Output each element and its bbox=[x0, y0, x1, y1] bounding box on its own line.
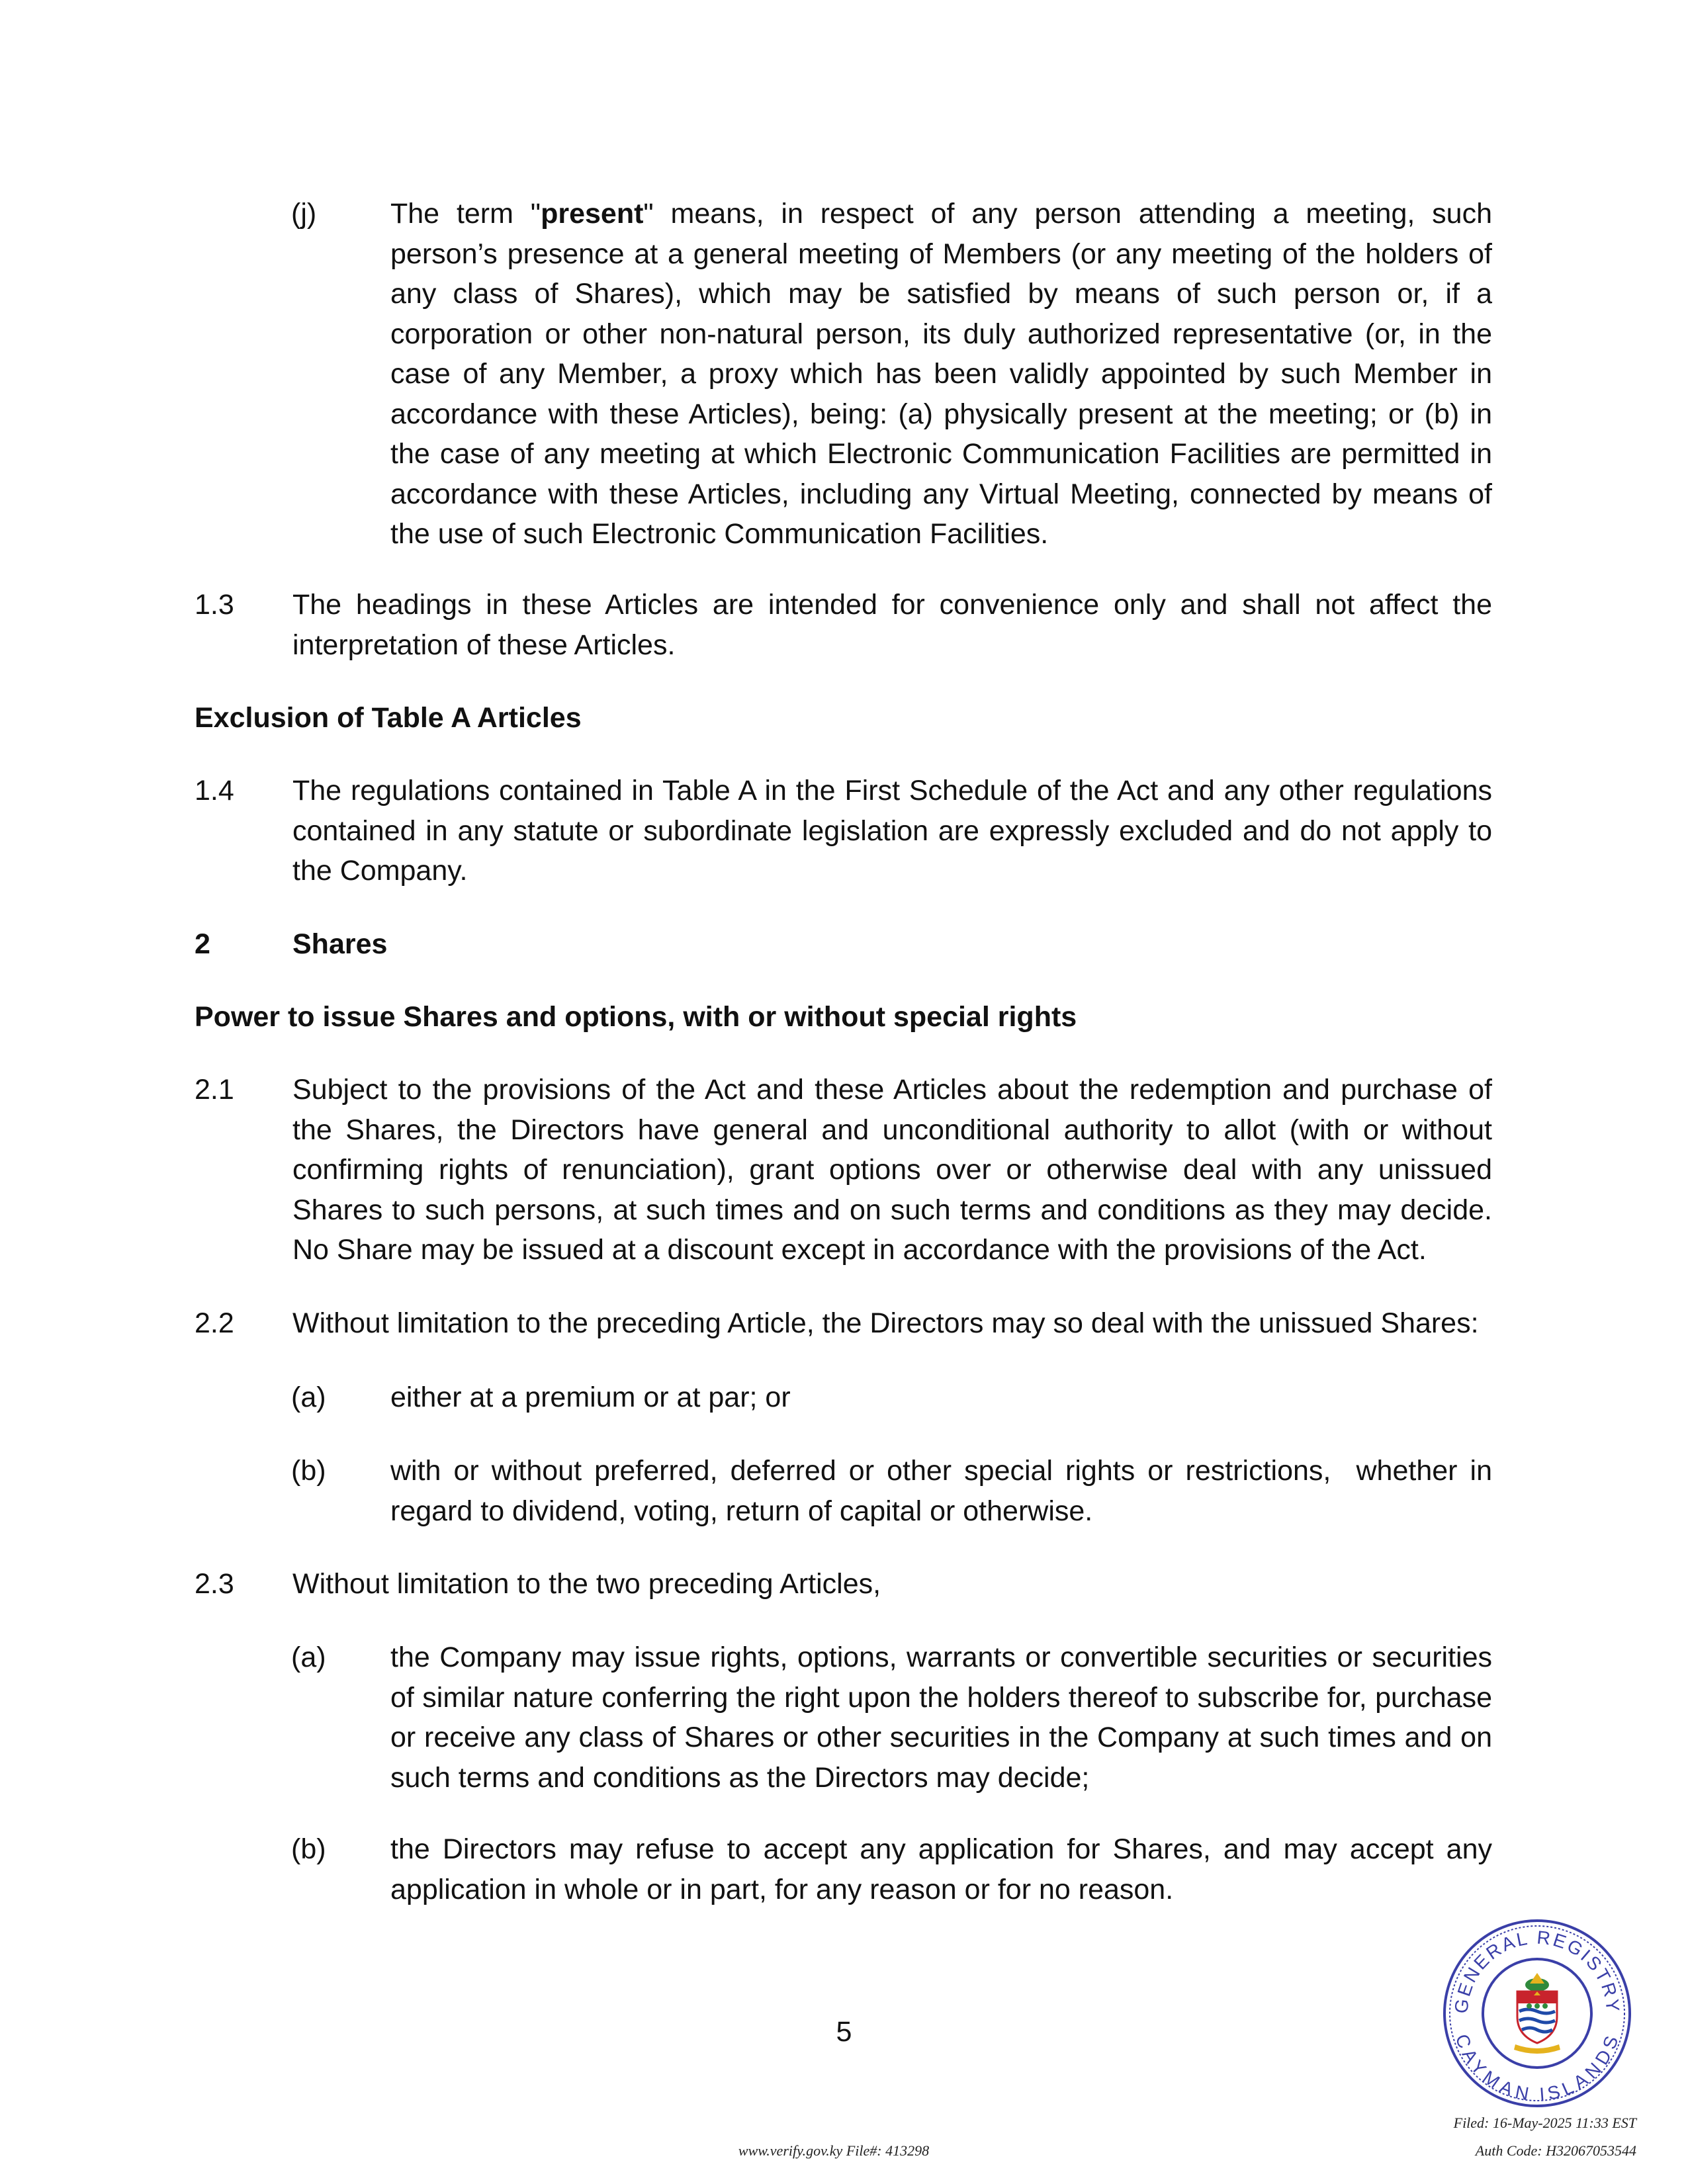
definition-text-before: The term " bbox=[390, 198, 541, 230]
seal-top-text: GENERAL REGISTRY bbox=[1450, 1927, 1624, 2015]
general-registry-seal bbox=[1441, 1917, 1633, 2109]
defined-term: present bbox=[541, 198, 644, 230]
item-marker-j: (j) bbox=[291, 198, 317, 230]
section-2-2-b-text: with or without preferred, deferred or other special rights or restrictions, whether in regard to dividend, voting, return of capital or otherwise. bbox=[390, 1455, 1500, 1527]
footer-filed-date: Filed: 16-May-2025 11:33 EST bbox=[1453, 2115, 1636, 2131]
section-2-1-text: Subject to the provisions of the Act and these Articles about the redemption and purchase of the Shares, the Directors have general and unconditional authority to allot (with or without confirming rights of renunciation), grant options over or otherwise deal with any unissued Shares to such persons, at such times and on such terms and conditions as they may decide. No Share may be issued at a discount except in accordance with the provisions of the Act. bbox=[292, 1074, 1492, 1266]
heading-shares: Shares bbox=[292, 928, 388, 960]
section-number-2: 2 bbox=[195, 928, 210, 960]
section-2-2-text: Without limitation to the preceding Article, the Directors may so deal with the unissued Shares: bbox=[292, 1307, 1479, 1339]
section-1-4-text: The regulations contained in Table A in the First Schedule of the Act and any other regulations contained in any statute or subordinate legislation are expressly excluded and do not apply to the Company. bbox=[292, 775, 1492, 887]
item-marker-2-3-a: (a) bbox=[291, 1641, 326, 1673]
section-2-3-b-text: the Directors may refuse to accept any application for Shares, and may accept any application in whole or in part, for any reason or for no reason. bbox=[390, 1833, 1492, 1905]
section-2-3-text: Without limitation to the two preceding Articles, bbox=[292, 1568, 881, 1600]
item-marker-2-3-b: (b) bbox=[291, 1833, 326, 1865]
footer-verify-link[interactable]: www.verify.gov.ky File#: 413298 bbox=[738, 2142, 930, 2159]
definition-present bbox=[390, 194, 1492, 554]
heading-exclusion-table-a: Exclusion of Table A Articles bbox=[195, 702, 582, 734]
page-number: 5 bbox=[836, 2016, 852, 2048]
section-number-2-1: 2.1 bbox=[195, 1074, 234, 1106]
section-2-2-a-text: either at a premium or at par; or bbox=[390, 1381, 791, 1413]
definition-text-after: " means, in respect of any person attending a meeting, such person’s presence at a general meeting of Members (or any meeting of the holders of any class of Shares), which may be satisfied by means of such person or, if a corporation or other non-natural person, its duly authorized representative (or, in the case of any Member, a proxy which has been validly appointed by such Member in accordance with these Articles), being: (a) physically present at the meeting; or (b) in the case of any meeting at which Electronic Communication Facilities are permitted in accordance with these Articles, including any Virtual Meeting, connected by means of the use of such Electronic Communication Facilities. bbox=[390, 198, 1492, 550]
item-marker-2-2-b: (b) bbox=[291, 1455, 326, 1487]
item-marker-2-2-a: (a) bbox=[291, 1381, 326, 1413]
section-2-3-a-text: the Company may issue rights, options, warrants or convertible securities or securities of similar nature conferring the right upon the holders thereof to subscribe for, purchase or receive any class of Shares or other securities in the Company at such times and on such terms and conditions as the Directors may decide; bbox=[390, 1641, 1492, 1794]
footer-auth-code: Auth Code: H32067053544 bbox=[1475, 2142, 1636, 2159]
section-number-1-3: 1.3 bbox=[195, 589, 234, 621]
section-number-1-4: 1.4 bbox=[195, 775, 234, 807]
section-number-2-2: 2.2 bbox=[195, 1307, 234, 1339]
coat-of-arms-icon bbox=[1514, 1973, 1560, 2054]
section-number-2-3: 2.3 bbox=[195, 1568, 234, 1600]
section-1-3-text: The headings in these Articles are intended for convenience only and shall not affect the interpretation of these Articles. bbox=[292, 589, 1492, 661]
seal-bottom-text: CAYMAN ISLANDS bbox=[1451, 2031, 1623, 2105]
heading-power-to-issue: Power to issue Shares and options, with or without special rights bbox=[195, 1001, 1077, 1033]
